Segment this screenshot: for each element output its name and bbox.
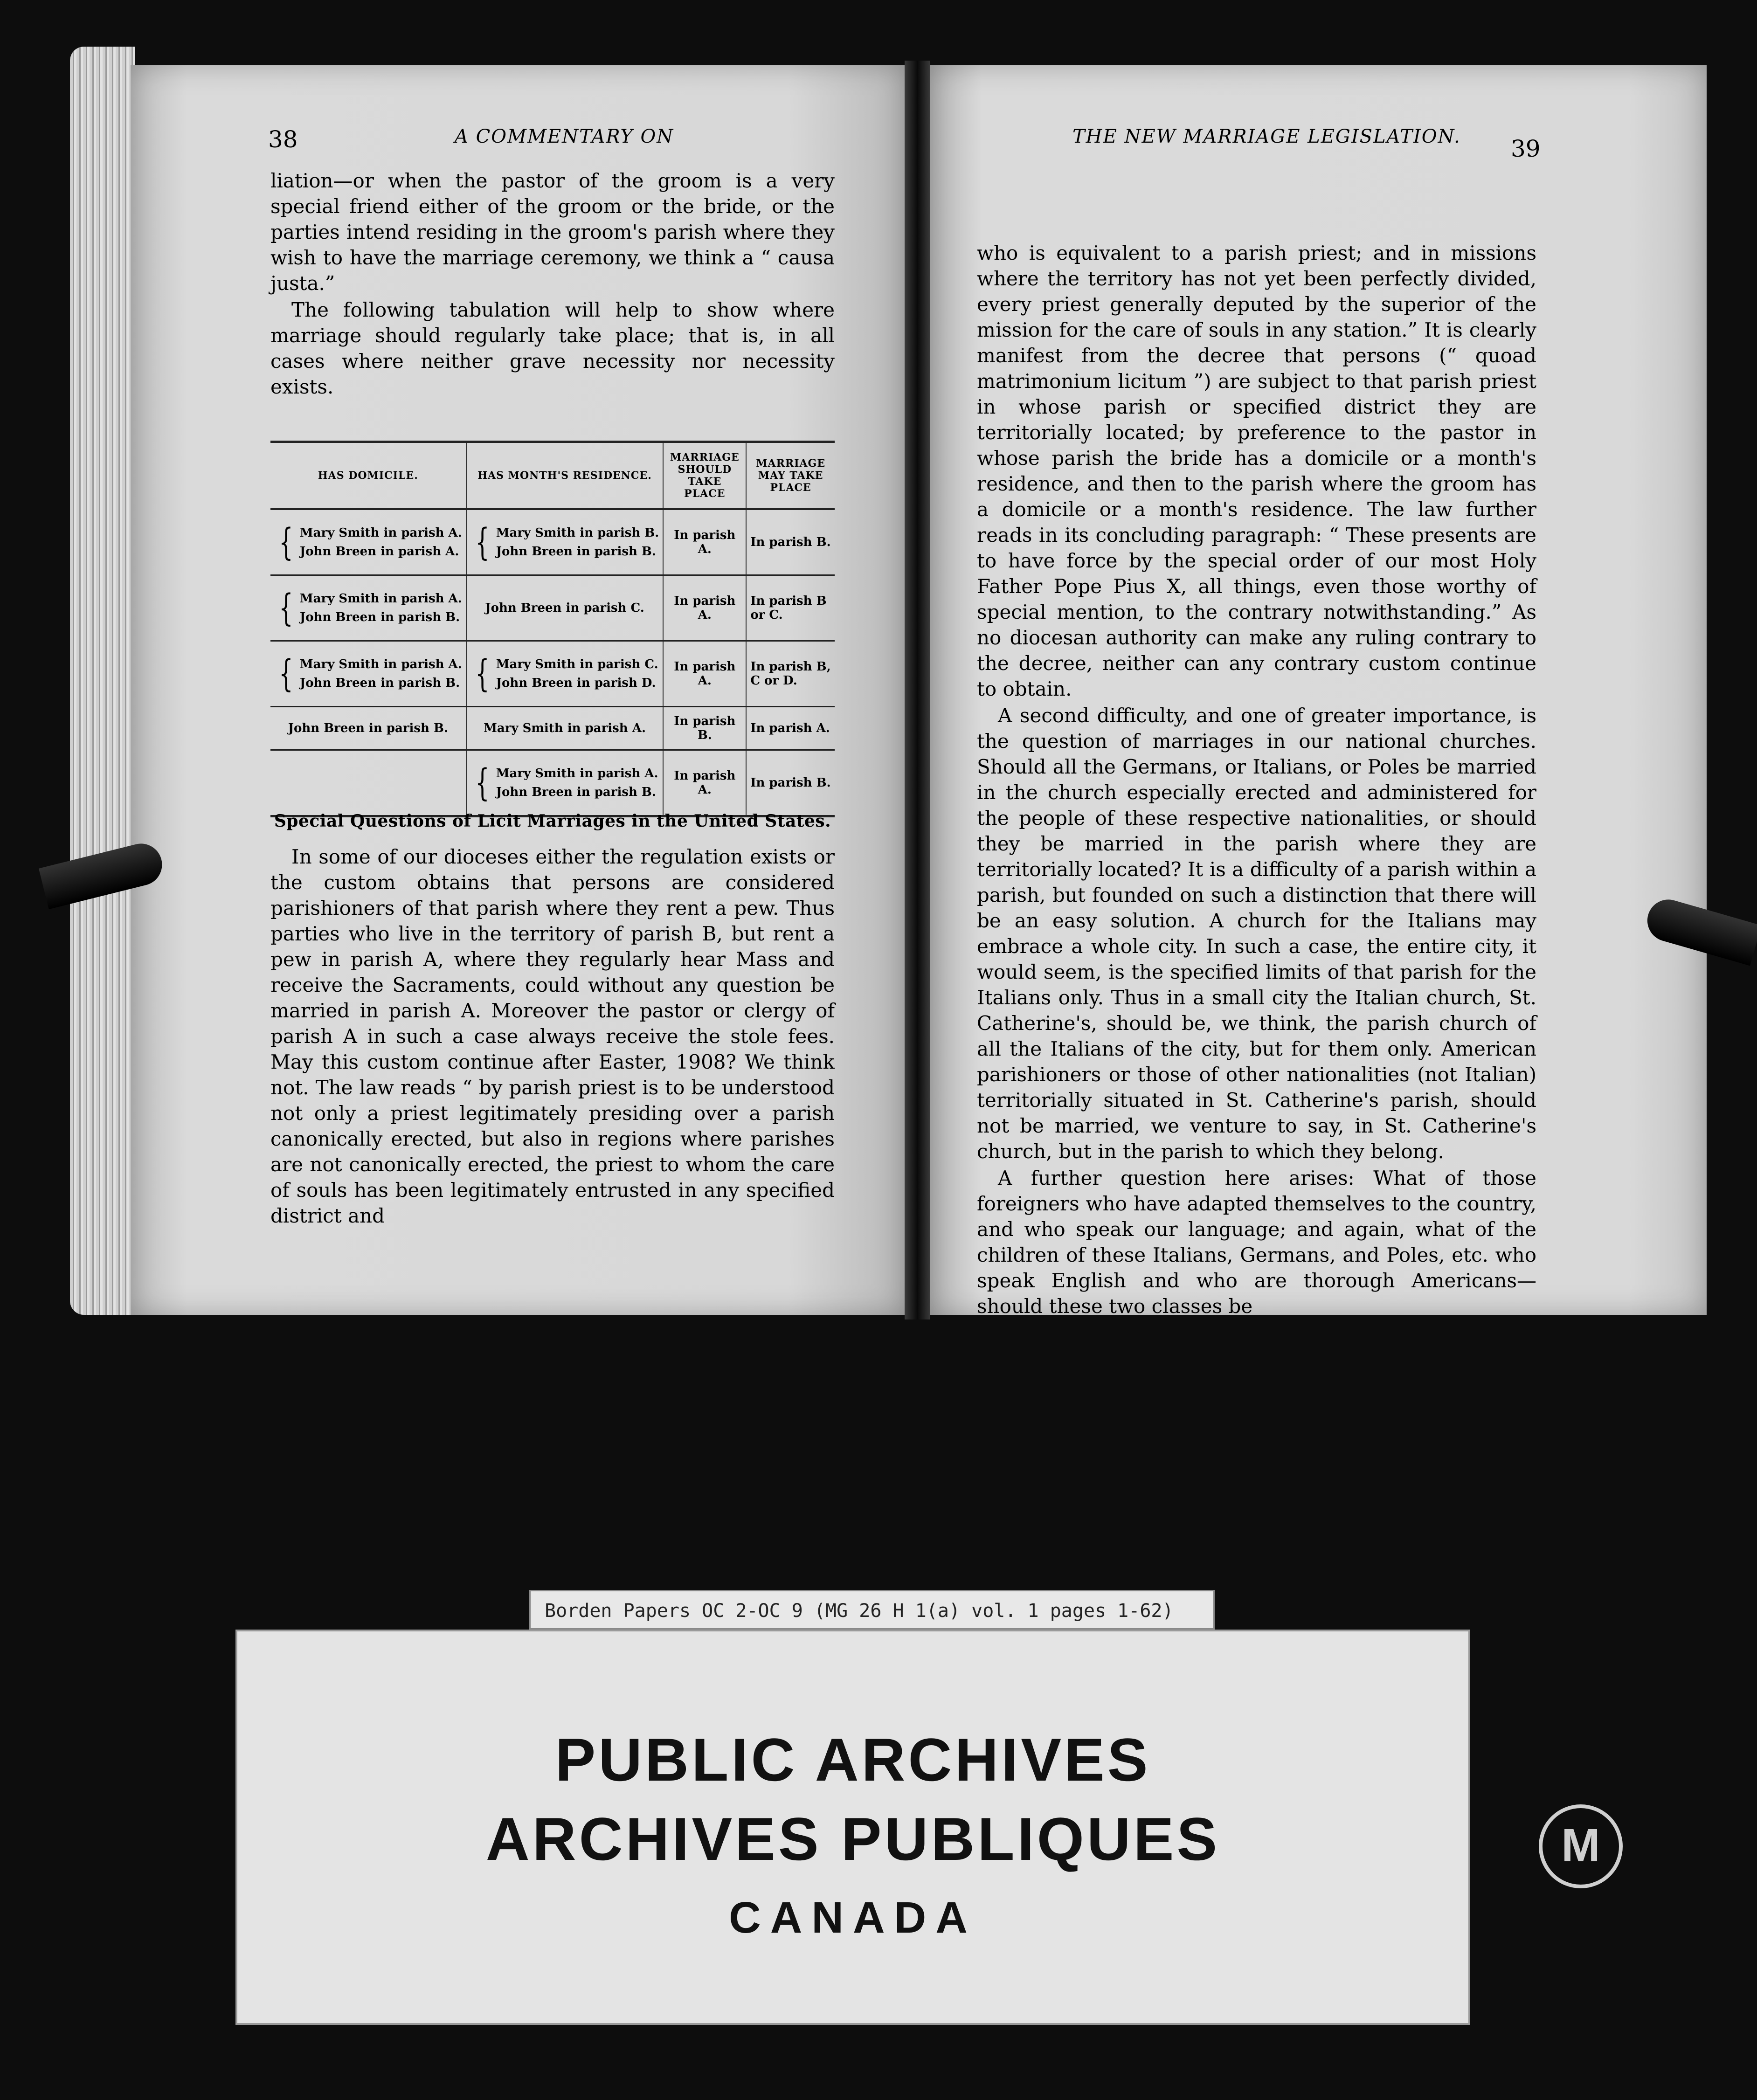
cell-line: Mary Smith in parish A.: [299, 592, 462, 606]
header-domicile: HAS DOMICILE.: [270, 442, 466, 510]
cell-line: John Breen in parish B.: [299, 676, 460, 690]
table-row: [270, 750, 835, 816]
right-paragraph-2: A second difficulty, and one of greater importance, is the question of marriages in our national churches. Should all the Germans, or Italians, or Poles be married in the church especially erected and administered for the people of these respective nationalities, or should they be married in the parish where they are territorially located? It is a difficulty of a parish within a parish, but founded on such a distinction that there will be an easy solution. A church for the Italians may embrace a whole city. In such a case, the entire city, it would seem, is the specified limits of that parish for the Italians only. Thus in a small city the Italian church, St. Catherine's, should be, we think, the parish church of all the Italians of the city, but for them only. American parishioners or those of other nationalities (not Italian) territorially situated in St. Catherine's parish, should not be married, we venture to say, in St. Catherine's church, but in the parish to which they belong.: [977, 704, 1536, 1163]
section-heading: Special Questions of Licit Marriages in the United States.: [274, 811, 831, 831]
cell-line: Mary Smith in parish A.: [299, 657, 462, 671]
right-paragraph-1: who is equivalent to a parish priest; and in missions where the territory has not yet been perfectly divided, every priest generally deputed by the superior of the mission for the care of souls in any station.” It is clearly manifest from the decree that persons (“ quoad matrimonium licitum ”) are subject to that parish priest in whose parish or specified district they are territorially located; by preference to the pastor in whose parish the bride has a domicile or a month's residence, and then to the parish where the groom has a domicile or a month's residence. The law further reads in its concluding paragraph: “ These presents are to have force by the special order of our most Holy Father Pope Pius X, all things, even those worthy of special mention, to the contrary notwithstanding.” As no diocesan authority can make any ruling contrary to the decree, neither can any contrary custom continue to obtain.: [977, 242, 1536, 700]
cell-line: John Breen in parish D.: [496, 676, 656, 690]
cell-domicile: { Mary Smith in parish A. John Breen in parish B.: [270, 575, 466, 641]
cell-domicile-empty: [270, 750, 466, 816]
archive-card-line-2: ARCHIVES PUBLIQUES: [485, 1805, 1220, 1873]
cell-residence: { Mary Smith in parish C. John Breen in parish D.: [466, 641, 664, 707]
cell-residence: Mary Smith in parish A.: [466, 707, 664, 750]
table-row: [270, 575, 835, 641]
table-row: [270, 641, 835, 707]
left-paragraph-2: The following tabulation will help to show where marriage should regularly take place; that is, in all cases where neither grave necessity nor necessity exists.: [270, 298, 835, 398]
film-reel-label: Borden Papers OC 2-OC 9 (MG 26 H 1(a) vol. 1 pages 1-62): [529, 1590, 1215, 1630]
table-row: [270, 707, 835, 750]
cell-should: In parish A.: [663, 750, 746, 816]
header-residence: HAS MONTH'S RESIDENCE.: [466, 442, 664, 510]
cell-line: John Breen in parish B.: [299, 610, 460, 624]
archive-card: [235, 1630, 1470, 2025]
marriage-table: [270, 441, 835, 817]
page-edge-stack: [70, 47, 135, 1315]
left-intro-text: [270, 168, 835, 400]
cell-may: In parish A.: [746, 707, 835, 750]
cell-residence: { Mary Smith in parish B. John Breen in parish B.: [466, 509, 664, 575]
archive-card-line-1: PUBLIC ARCHIVES: [555, 1726, 1151, 1794]
left-page-number: 38: [268, 126, 298, 153]
table-row: [270, 509, 835, 575]
cell-should: In parish B.: [663, 707, 746, 750]
cell-domicile: { Mary Smith in parish A. John Breen in parish B.: [270, 641, 466, 707]
table-header-row: [270, 442, 835, 510]
header-should: MARRIAGE SHOULD TAKE PLACE: [663, 442, 746, 510]
cell-line: John Breen in parish B.: [496, 785, 656, 799]
cell-should: In parish A.: [663, 509, 746, 575]
archive-card-line-3: CANADA: [729, 1893, 977, 1942]
right-page-number: 39: [1511, 135, 1541, 162]
right-body-text: [977, 240, 1536, 1319]
cell-may: In parish B or C.: [746, 575, 835, 641]
cell-should: In parish A.: [663, 641, 746, 707]
cell-line: Mary Smith in parish B.: [496, 526, 659, 540]
cell-line: John Breen in parish A.: [299, 545, 459, 559]
left-body-paragraph: In some of our dioceses either the regulation exists or the custom obtains that persons are considered parishioners of that parish where they rent a pew. Thus parties who live in the territory of parish B, but rent a pew in parish A, where they regularly hear Mass and receive the Sacraments, could without any question be married in parish A. Moreover the pastor or clergy of parish A in such a case always receive the stole fees. May this custom continue after Easter, 1908? We think not. The law reads “ by parish priest is to be understood not only a priest legitimately presiding over a parish canonically erected, but also in regions where parishes are not canonically erected, the priest to whom the care of souls has been legitimately entrusted in any specified district and: [270, 845, 835, 1227]
left-paragraph-1: liation—or when the pastor of the groom is a very special friend either of the groom or the bride, or the parties intend residing in the groom's parish where they wish to have the marriage ceremony, we think a “ causa justa.”: [270, 169, 835, 295]
left-running-head: A COMMENTARY ON: [455, 126, 674, 147]
header-may: MARRIAGE MAY TAKE PLACE: [746, 442, 835, 510]
cell-should: In parish A.: [663, 575, 746, 641]
right-paragraph-3: A further question here arises: What of those foreigners who have adapted themselves to the country, and who speak our language; and again, what of the children of these Italians, Germans, and Poles, etc. who speak English and who are thorough Americans—should these two classes be: [977, 1167, 1536, 1318]
right-running-head: THE NEW MARRIAGE LEGISLATION.: [1072, 126, 1461, 147]
cell-domicile: John Breen in parish B.: [270, 707, 466, 750]
cell-may: In parish B, C or D.: [746, 641, 835, 707]
cell-line: John Breen in parish B.: [496, 545, 656, 559]
left-body-text: [270, 844, 835, 1229]
cell-may: In parish B.: [746, 750, 835, 816]
cell-may: In parish B.: [746, 509, 835, 575]
book-gutter: [905, 61, 930, 1319]
cell-residence: { Mary Smith in parish A. John Breen in parish B.: [466, 750, 664, 816]
cell-residence: John Breen in parish C.: [466, 575, 664, 641]
archive-logo-icon: M: [1539, 1804, 1623, 1888]
cell-line: Mary Smith in parish A.: [496, 767, 658, 781]
cell-domicile: { Mary Smith in parish A. John Breen in parish A.: [270, 509, 466, 575]
cell-line: Mary Smith in parish A.: [299, 526, 462, 540]
cell-line: Mary Smith in parish C.: [496, 657, 658, 671]
